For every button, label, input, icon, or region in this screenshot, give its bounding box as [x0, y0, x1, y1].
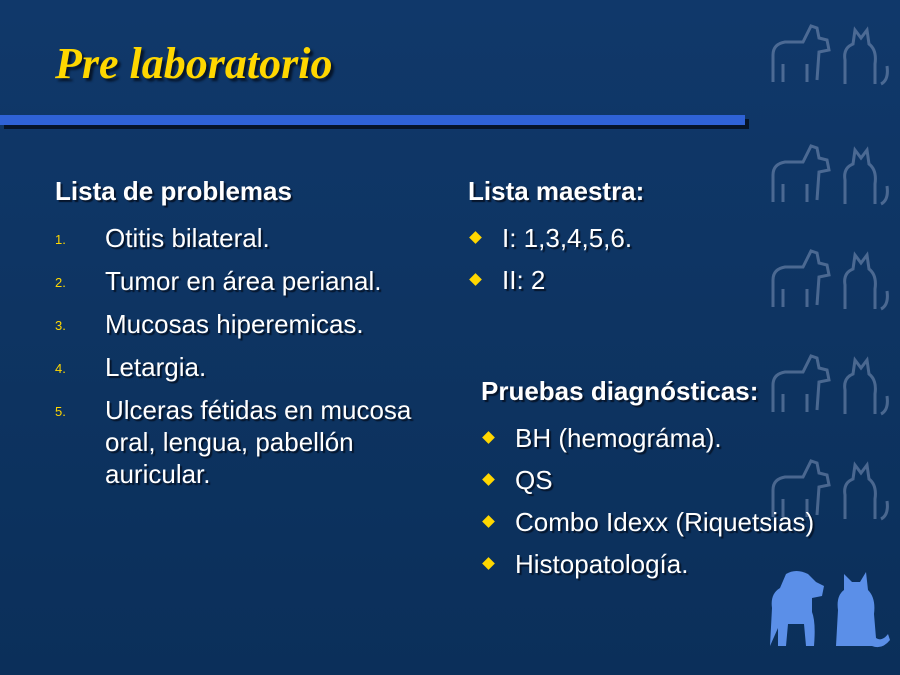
list-item — [481, 548, 814, 580]
list-item-text: Letargia. — [105, 352, 207, 382]
diamond-bullet-icon — [469, 273, 482, 286]
list-item-text: I: 1,3,4,5,6. — [502, 223, 633, 253]
list-item — [468, 222, 632, 254]
diamond-bullet-icon — [482, 473, 495, 486]
master-list — [468, 222, 632, 306]
list-number: 4. — [55, 361, 66, 376]
list-number: 3. — [55, 318, 66, 333]
dog-cat-outline-icon — [763, 20, 891, 104]
list-item-text: Tumor en área perianal. — [105, 266, 382, 296]
diamond-bullet-icon — [469, 231, 482, 244]
list-item — [468, 264, 632, 296]
list-number: 1. — [55, 232, 66, 247]
list-item — [55, 222, 455, 254]
diamond-bullet-icon — [482, 557, 495, 570]
list-item — [55, 308, 455, 340]
list-item — [55, 265, 455, 297]
title-divider — [0, 115, 745, 125]
list-item-text: Mucosas hiperemicas. — [105, 309, 364, 339]
list-item — [481, 506, 814, 538]
slide-title: Pre laboratorio — [55, 39, 333, 88]
diamond-bullet-icon — [482, 431, 495, 444]
diagnostic-tests-heading: Pruebas diagnósticas: — [481, 376, 759, 406]
problems-heading: Lista de problemas — [55, 176, 292, 206]
list-item-text: Combo Idexx (Riquetsias) — [515, 507, 815, 537]
list-item — [55, 394, 455, 490]
list-number: 5. — [55, 404, 66, 419]
list-item — [55, 351, 455, 383]
list-item — [481, 464, 814, 496]
list-item-text: QS — [515, 465, 553, 495]
list-number: 2. — [55, 275, 66, 290]
list-item-text: II: 2 — [502, 265, 546, 295]
list-item-text: Otitis bilateral. — [105, 223, 270, 253]
master-list-heading: Lista maestra: — [468, 176, 645, 206]
dog-cat-outline-icon — [763, 245, 891, 329]
list-item-text: BH (hemográma). — [515, 423, 722, 453]
list-item-text: Ulceras fétidas en mucosa oral, lengua, pabellón auricular. — [105, 395, 412, 489]
dog-cat-outline-icon — [763, 140, 891, 224]
diamond-bullet-icon — [482, 515, 495, 528]
list-item — [481, 422, 814, 454]
diagnostic-tests-list — [481, 422, 814, 590]
list-item-text: Histopatología. — [515, 549, 689, 579]
problems-list — [55, 222, 455, 501]
